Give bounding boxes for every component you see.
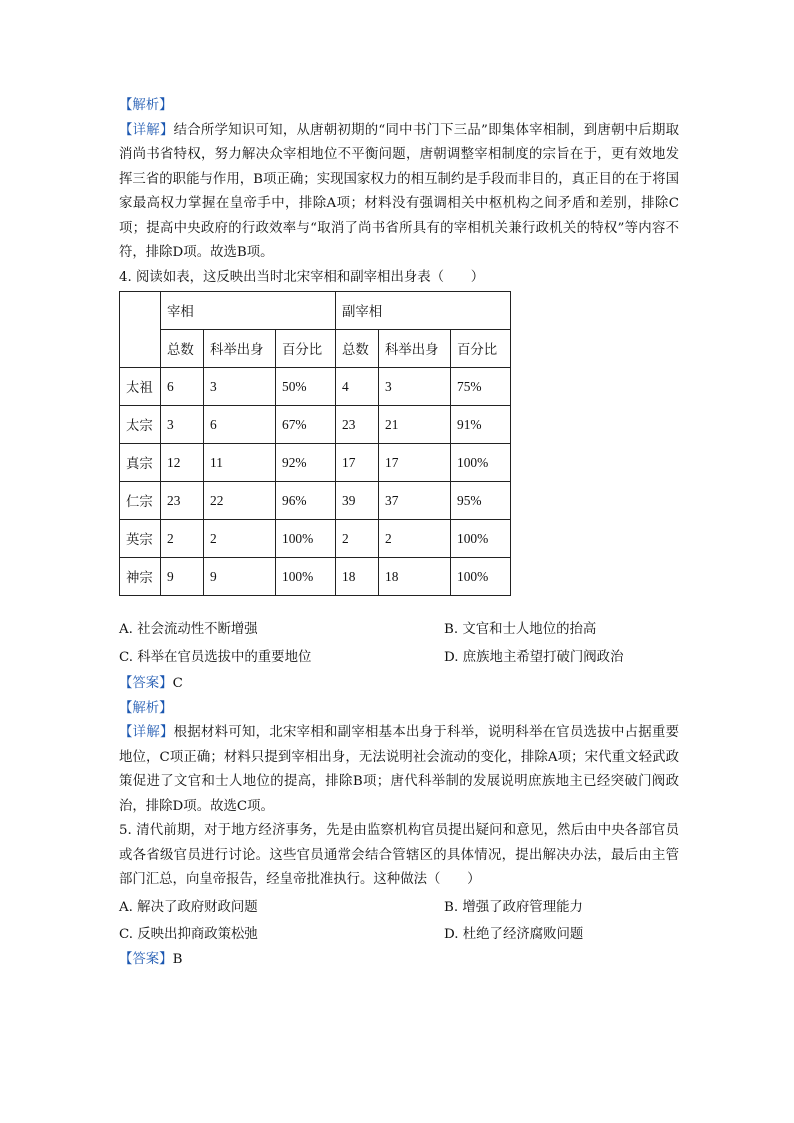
option-a: A. 解决了政府财政问题 xyxy=(119,899,258,915)
table-corner-cell xyxy=(120,292,161,368)
table-row xyxy=(120,520,511,558)
answer-tag: 【答案】 xyxy=(119,951,173,967)
analysis-tag: 【解析】 xyxy=(119,700,173,716)
detail-tag: 【详解】 xyxy=(119,122,174,138)
table-cell: 2 xyxy=(379,520,451,558)
table-cell: 21 xyxy=(379,406,451,444)
detail-text: 结合所学知识可知，从唐朝初期的“同中书门下三品”即集体宰相制，到唐朝中后期取消尚书省特权，努力解决众宰相地位不平衡问题，唐朝调整宰相制度的宗旨在于，更有效地发挥三省的职能与作用，B项正确；实现国家权力的相互制约是手段而非目的，真正目的在于将国家最高权力掌握在皇帝手中，排除A项；材料没有强调相关中枢机构之间矛盾和差别，排除C项；提高中央政府的行政效率与“取消了尚书省所具有的宰相机关兼行政机关的特权”等内容不符，排除D项。故选B项。 xyxy=(119,122,679,260)
table-cell: 92% xyxy=(276,444,336,482)
answer-tag: 【答案】 xyxy=(119,676,173,691)
table-cell: 39 xyxy=(336,482,379,520)
option-d: D. 杜绝了经济腐败问题 xyxy=(444,926,584,942)
table-cell: 67% xyxy=(276,406,336,444)
table-cell: 11 xyxy=(204,444,276,482)
table-cell: 2 xyxy=(204,520,276,558)
table-cell: 75% xyxy=(451,368,511,406)
answer-value: B xyxy=(172,951,183,967)
option-b: B. 增强了政府管理能力 xyxy=(444,899,583,915)
table-cell: 3 xyxy=(204,368,276,406)
subheader-cell: 科举出身 xyxy=(204,330,276,368)
emperor-cell: 英宗 xyxy=(120,520,161,558)
table-cell: 23 xyxy=(336,406,379,444)
subheader-cell: 科举出身 xyxy=(379,330,451,368)
emperor-cell: 真宗 xyxy=(120,444,161,482)
option-c: C. 反映出抑商政策松弛 xyxy=(119,926,258,942)
table-cell: 6 xyxy=(161,368,204,406)
table-cell: 3 xyxy=(379,368,451,406)
table-cell: 100% xyxy=(276,558,336,596)
table-cell: 18 xyxy=(336,558,379,596)
table-cell: 2 xyxy=(161,520,204,558)
answer-value: C xyxy=(172,676,183,691)
option-a: A. 社会流动性不断增强 xyxy=(119,622,258,637)
table-cell: 9 xyxy=(204,558,276,596)
table-cell: 6 xyxy=(204,406,276,444)
chancellor-table xyxy=(119,291,511,596)
emperor-cell: 仁宗 xyxy=(120,482,161,520)
emperor-cell: 太祖 xyxy=(120,368,161,406)
detail-paragraph-q3 xyxy=(119,119,679,266)
detail-text: 根据材料可知，北宋宰相和副宰相基本出身于科举，说明科举在官员选拔中占据重要地位，C项正确；材料只提到宰相出身，无法说明社会流动的变化，排除A项；宋代重文轻武政策促进了文官和士人地位的提高，排除B项；唐代科举制的发展说明庶族地主已经突破门阀政治，排除D项。故选C项。 xyxy=(119,725,680,814)
table-cell: 18 xyxy=(379,558,451,596)
table-cell: 100% xyxy=(451,558,511,596)
analysis-heading xyxy=(119,94,679,119)
table-row xyxy=(120,558,511,596)
table-row xyxy=(120,368,511,406)
table-cell: 9 xyxy=(161,558,204,596)
group-header-chancellor: 宰相 xyxy=(161,292,336,330)
subheader-cell: 总数 xyxy=(161,330,204,368)
group-header-vice-chancellor: 副宰相 xyxy=(336,292,511,330)
table-cell: 23 xyxy=(161,482,204,520)
document-page xyxy=(119,94,679,972)
table-cell: 3 xyxy=(161,406,204,444)
option-c: C. 科举在官员选拔中的重要地位 xyxy=(119,650,312,665)
answer-line-q5 xyxy=(119,948,679,973)
table-cell: 4 xyxy=(336,368,379,406)
analysis-tag: 【解析】 xyxy=(119,98,173,113)
table-row xyxy=(120,406,511,444)
table-cell: 17 xyxy=(379,444,451,482)
question-5-stem: 5. 清代前期，对于地方经济事务，先是由监察机构官员提出疑问和意见，然后由中央各部官员或各省级官员进行讨论。这些官员通常会结合管辖区的具体情况，提出解决办法，最后由主管部门汇总，向皇帝报告，经皇帝批准执行。这种做法（ ） xyxy=(119,823,679,887)
table-row xyxy=(120,482,511,520)
emperor-cell: 神宗 xyxy=(120,558,161,596)
table-cell: 22 xyxy=(204,482,276,520)
table-row xyxy=(120,444,511,482)
question-4-stem: 4. 阅读如表，这反映出当时北宋宰相和副宰相出身表（ ） xyxy=(119,269,485,285)
table-cell: 95% xyxy=(451,482,511,520)
table-cell: 12 xyxy=(161,444,204,482)
answer-line-q4 xyxy=(119,672,679,697)
option-b: B. 文官和士人地位的抬高 xyxy=(444,622,597,637)
subheader-cell: 百分比 xyxy=(451,330,511,368)
subheader-cell: 百分比 xyxy=(276,330,336,368)
emperor-cell: 太宗 xyxy=(120,406,161,444)
subheader-cell: 总数 xyxy=(336,330,379,368)
detail-paragraph-q4 xyxy=(119,721,679,819)
table-cell: 96% xyxy=(276,482,336,520)
table-cell: 50% xyxy=(276,368,336,406)
question-5-options xyxy=(119,894,679,948)
table-cell: 100% xyxy=(276,520,336,558)
table-cell: 100% xyxy=(451,444,511,482)
table-header-row xyxy=(120,292,511,330)
table-cell: 2 xyxy=(336,520,379,558)
question-4-options xyxy=(119,616,679,672)
table-cell: 37 xyxy=(379,482,451,520)
table-subheader-row xyxy=(120,330,511,368)
table-cell: 17 xyxy=(336,444,379,482)
option-d: D. 庶族地主希望打破门阀政治 xyxy=(444,650,624,665)
analysis-heading-q4 xyxy=(119,697,679,722)
detail-tag: 【详解】 xyxy=(119,725,174,740)
table-cell: 100% xyxy=(451,520,511,558)
table-cell: 91% xyxy=(451,406,511,444)
